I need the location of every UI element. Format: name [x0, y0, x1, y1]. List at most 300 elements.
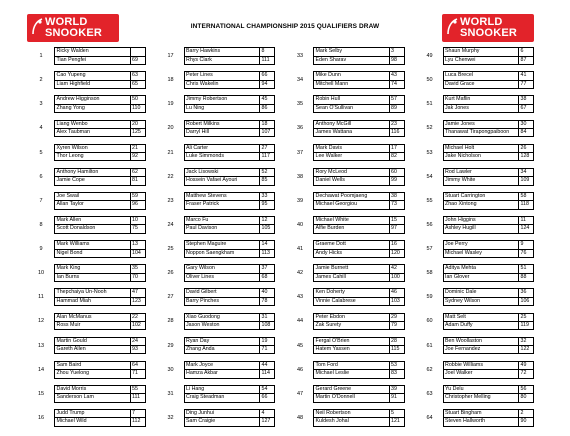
player-1-seed: 56	[519, 386, 533, 394]
player-2-name: Tian Pengfei	[55, 57, 131, 64]
player-2-name: Lyu Chenwei	[444, 57, 520, 64]
match-players-table	[54, 71, 146, 89]
match-row	[287, 261, 405, 285]
player-1-seed: 62	[131, 169, 145, 177]
match-row	[158, 334, 276, 358]
player-1-name: Mark Selby	[314, 48, 390, 56]
player-1-seed: 52	[260, 169, 274, 177]
match-players-table	[54, 313, 146, 331]
player-1-name: Gary Wilson	[185, 265, 261, 273]
player-1-seed: 14	[260, 241, 274, 249]
match-players-table	[184, 337, 276, 355]
player-2-seed: 86	[261, 104, 268, 111]
player-1-seed: 57	[390, 96, 404, 104]
player-2-seed: 97	[391, 225, 397, 232]
match-number: 25	[167, 246, 174, 253]
player-2-name: Ian Glover	[444, 274, 520, 281]
match-row	[417, 189, 535, 213]
match-players-table	[443, 144, 535, 162]
match-number: 43	[296, 294, 304, 301]
match-row	[417, 141, 535, 165]
player-1-name: Tom Ford	[314, 362, 390, 370]
player-1-seed: 60	[390, 169, 404, 177]
match-players-table	[54, 385, 146, 403]
player-2-seed: 90	[520, 418, 527, 425]
match-number: 23	[167, 197, 174, 204]
player-1-seed: 43	[390, 72, 404, 80]
match-row	[28, 285, 146, 309]
player-2-name: James Wattana	[314, 129, 390, 136]
player-2-name: Alfie Burden	[314, 225, 390, 232]
player-1-seed: 19	[260, 338, 274, 346]
player-2-name: Darryl Hill	[185, 129, 261, 136]
match-number: 30	[167, 366, 174, 373]
match-row	[28, 406, 146, 430]
player-2-seed: 69	[132, 56, 138, 63]
match-row	[417, 406, 535, 430]
match-row	[28, 68, 146, 92]
match-number: 41	[296, 246, 304, 253]
match-players-table	[313, 47, 405, 65]
player-2-name: Allan Taylor	[55, 201, 131, 208]
player-2-name: Thor Leong	[55, 153, 131, 160]
player-1-seed: 33	[260, 193, 274, 201]
match-players-table	[184, 409, 276, 427]
player-2-seed: 68	[261, 273, 268, 280]
match-number: 28	[167, 318, 174, 325]
match-players-table	[443, 409, 535, 427]
player-1-seed: 50	[131, 96, 145, 104]
match-number: 2	[39, 77, 43, 84]
player-1-name: Stuart Bingham	[444, 410, 520, 418]
match-number: 51	[426, 101, 433, 108]
player-1-seed: 4	[260, 410, 274, 418]
match-row	[287, 189, 405, 213]
player-1-name: Neil Robertson	[314, 410, 390, 418]
player-1-seed: 12	[260, 217, 274, 225]
match-number: 54	[426, 173, 433, 180]
player-2-seed: 124	[520, 225, 530, 232]
player-1-name: Robin Hull	[314, 96, 390, 104]
player-1-seed: 34	[519, 169, 533, 177]
player-1-seed: 28	[390, 338, 404, 346]
player-1-seed: 59	[131, 193, 145, 201]
match-players-table	[54, 409, 146, 427]
match-players-table	[184, 192, 276, 210]
player-2-name: Hatem Yassen	[314, 346, 390, 353]
player-1-name: Anthony Hamilton	[55, 169, 131, 177]
match-players-table	[443, 216, 535, 234]
player-1-name: Martin Gould	[55, 338, 131, 346]
match-players-table	[313, 288, 405, 306]
match-row	[28, 261, 146, 285]
player-1-name: Luca Brecel	[444, 72, 520, 80]
match-row	[158, 165, 276, 189]
match-players-table	[313, 337, 405, 355]
match-number: 21	[167, 149, 174, 156]
player-1-name: Robert Milkins	[185, 121, 261, 129]
match-players-table	[184, 240, 276, 258]
player-1-name: Joe Swail	[55, 193, 131, 201]
player-1-name: Gerard Greene	[314, 386, 390, 394]
player-1-seed: 53	[390, 362, 404, 370]
player-2-name: Scott Donaldson	[55, 225, 131, 232]
match-number: 33	[296, 53, 304, 60]
player-2-seed: 120	[391, 249, 400, 256]
match-row	[158, 213, 276, 237]
match-players-table	[443, 385, 535, 403]
player-1-seed: 20	[131, 121, 145, 129]
player-2-name: Vinnie Calabrese	[314, 298, 390, 305]
player-1-name: Xyren Wilson	[55, 145, 131, 153]
player-1-name: Aditya Mehta	[444, 265, 520, 273]
match-number: 5	[39, 149, 43, 156]
player-1-name: Li Hang	[185, 386, 261, 394]
match-number: 55	[426, 197, 433, 204]
player-1-name: Mike Dunn	[314, 72, 390, 80]
player-2-seed: 114	[261, 370, 270, 377]
player-1-name: Andrew Higginson	[55, 96, 131, 104]
match-row	[287, 334, 405, 358]
match-row	[287, 141, 405, 165]
match-number: 6	[39, 173, 43, 180]
match-players-table	[443, 192, 535, 210]
player-1-name: Thepchaiya Un-Nooh	[55, 289, 131, 297]
match-row	[417, 44, 535, 68]
player-2-name: Luke Simmonds	[185, 153, 261, 160]
player-1-name: David Morris	[55, 386, 131, 394]
player-1-name: Sam Baird	[55, 362, 131, 370]
match-row	[417, 68, 535, 92]
player-2-seed: 76	[520, 249, 527, 256]
player-2-seed: 113	[261, 249, 270, 256]
match-number: 12	[37, 318, 45, 325]
match-players-table	[184, 264, 276, 282]
player-2-seed: 87	[520, 56, 527, 63]
match-row	[28, 334, 146, 358]
player-2-name: Jake Nicholson	[444, 153, 520, 160]
player-2-name: Michael Wasley	[444, 250, 520, 257]
player-2-seed: 85	[261, 177, 268, 184]
player-1-name: Liang Wenbo	[55, 121, 131, 129]
player-1-seed: 29	[390, 314, 404, 322]
match-players-table	[313, 409, 405, 427]
match-number: 18	[167, 77, 174, 84]
player-1-seed: 3	[390, 48, 404, 56]
player-1-seed: 10	[131, 217, 145, 225]
match-players-table	[443, 240, 535, 258]
player-2-name: Oliver Lines	[185, 274, 261, 281]
player-2-seed: 117	[261, 153, 270, 160]
player-1-name: Mark Williams	[55, 241, 131, 249]
player-1-name: Marco Fu	[185, 217, 261, 225]
match-row	[287, 116, 405, 140]
match-number: 14	[37, 366, 45, 373]
player-1-seed: 58	[519, 193, 533, 201]
match-players-table	[443, 47, 535, 65]
player-1-name: David Gilbert	[185, 289, 261, 297]
match-players-table	[443, 313, 535, 331]
player-1-seed: 23	[390, 121, 404, 129]
player-2-seed: 74	[391, 80, 397, 87]
match-row	[28, 141, 146, 165]
match-row	[28, 213, 146, 237]
match-players-table	[184, 361, 276, 379]
player-2-seed: 73	[391, 201, 397, 208]
player-1-name: Mark King	[55, 265, 131, 273]
player-1-name: Fergal O'Brien	[314, 338, 390, 346]
match-players-table	[184, 313, 276, 331]
player-1-name: Graeme Dott	[314, 241, 390, 249]
match-number: 9	[39, 246, 43, 253]
player-2-seed: 66	[261, 394, 268, 401]
player-1-seed: 54	[260, 386, 274, 394]
match-number: 52	[426, 125, 433, 132]
player-2-seed: 80	[520, 394, 527, 401]
match-players-table	[313, 361, 405, 379]
match-number: 17	[167, 53, 174, 60]
player-2-name: Sean O'Sullivan	[314, 105, 390, 112]
match-number: 36	[296, 125, 304, 132]
match-players-table	[184, 120, 276, 138]
player-2-seed: 70	[132, 273, 138, 280]
player-2-seed: 121	[391, 418, 400, 425]
match-row	[287, 406, 405, 430]
match-row	[28, 237, 146, 261]
match-players-table	[54, 47, 146, 65]
player-1-name: Rod Lawler	[444, 169, 520, 177]
player-1-seed: 41	[519, 72, 533, 80]
player-2-seed: 79	[391, 321, 397, 328]
player-2-seed: 107	[261, 128, 271, 135]
match-number: 63	[426, 390, 433, 397]
player-2-seed: 84	[520, 128, 527, 135]
player-2-seed: 110	[132, 104, 141, 111]
match-number: 38	[296, 173, 304, 180]
match-players-table	[54, 288, 146, 306]
match-players-table	[54, 192, 146, 210]
player-2-name: James Cahill	[314, 274, 390, 281]
match-number: 40	[296, 221, 304, 228]
match-players-table	[54, 361, 146, 379]
match-row	[417, 382, 535, 406]
player-1-seed: 46	[390, 289, 404, 297]
match-players-table	[54, 144, 146, 162]
match-number: 1	[39, 53, 43, 60]
match-number: 27	[167, 294, 174, 301]
player-1-seed: 38	[519, 96, 533, 104]
match-players-table	[443, 95, 535, 113]
player-2-seed: 83	[391, 370, 397, 377]
player-1-seed: 32	[519, 338, 533, 346]
match-number: 61	[426, 342, 433, 349]
match-row	[28, 189, 146, 213]
match-number: 22	[167, 173, 174, 180]
player-1-seed: 7	[131, 410, 145, 418]
player-1-name: Peter Lines	[185, 72, 261, 80]
match-number: 15	[37, 390, 45, 397]
player-1-name: Ding Junhui	[185, 410, 261, 418]
match-number: 20	[167, 125, 174, 132]
match-row	[287, 285, 405, 309]
player-1-seed: 49	[519, 362, 533, 370]
player-2-name: Michael Leslie	[314, 370, 390, 377]
player-2-name: Zhang Yong	[55, 105, 131, 112]
player-1-seed: 36	[519, 289, 533, 297]
match-players-table	[54, 337, 146, 355]
player-2-seed: 105	[261, 225, 271, 232]
player-2-name: Nigel Bond	[55, 250, 131, 257]
match-number: 7	[39, 197, 43, 204]
world-snooker-logo-right	[442, 14, 534, 42]
match-players-table	[184, 95, 276, 113]
match-number: 4	[39, 125, 43, 132]
match-players-table	[184, 47, 276, 65]
player-2-name: Kuldesh Johal	[314, 418, 390, 425]
player-2-seed: 98	[391, 56, 397, 63]
player-2-seed: 94	[261, 80, 268, 87]
match-number: 44	[296, 318, 304, 325]
player-1-name: John Higgins	[444, 217, 520, 225]
player-1-seed: 47	[131, 289, 145, 297]
logo-line-2: SNOOKER	[460, 27, 518, 39]
player-2-name: Rhys Clark	[185, 57, 261, 64]
player-1-seed: 30	[519, 121, 533, 129]
player-1-name: Stephen Maguire	[185, 241, 261, 249]
match-row	[287, 382, 405, 406]
match-row	[417, 213, 535, 237]
player-1-seed: 17	[390, 145, 404, 153]
player-2-seed: 111	[261, 56, 270, 63]
match-row	[28, 358, 146, 382]
player-1-name: Jamie Jones	[444, 121, 520, 129]
match-row	[158, 92, 276, 116]
player-2-name: Eden Sharav	[314, 57, 390, 64]
logo-line-2: SNOOKER	[45, 27, 103, 39]
match-row	[287, 92, 405, 116]
player-2-name: Sam Craigie	[185, 418, 261, 425]
player-1-seed: 22	[131, 314, 145, 322]
match-players-table	[54, 264, 146, 282]
player-2-seed: 81	[132, 177, 138, 184]
player-1-name: Jack Lisowski	[185, 169, 261, 177]
player-2-name: Zhang Anda	[185, 346, 261, 353]
match-players-table	[313, 168, 405, 186]
player-2-seed: 115	[391, 346, 400, 353]
player-2-name: Gareth Allen	[55, 346, 131, 353]
match-players-table	[443, 361, 535, 379]
match-row	[158, 44, 276, 68]
player-1-name: Yu Delu	[444, 386, 520, 394]
match-row	[287, 68, 405, 92]
match-row	[158, 141, 276, 165]
match-number: 37	[296, 149, 304, 156]
player-2-name: Sanderson Lam	[55, 394, 131, 401]
player-2-seed: 116	[391, 128, 400, 135]
match-number: 47	[296, 390, 304, 397]
player-1-name: Matt Selt	[444, 314, 520, 322]
player-2-name: Joel Walker	[444, 370, 520, 377]
player-1-seed: 51	[519, 265, 533, 273]
player-2-name: Liam Highfield	[55, 81, 131, 88]
match-row	[158, 309, 276, 333]
match-number: 58	[426, 270, 433, 277]
player-1-seed: 6	[519, 48, 533, 56]
match-row	[158, 261, 276, 285]
match-row	[417, 285, 535, 309]
player-2-seed: 119	[520, 321, 529, 328]
match-number: 26	[167, 270, 174, 277]
player-2-name: Michael Georgiou	[314, 201, 390, 208]
player-2-name: Martin O'Donnell	[314, 394, 390, 401]
player-1-seed: 18	[260, 121, 274, 129]
match-row	[417, 165, 535, 189]
match-number: 42	[296, 270, 304, 277]
player-1-name: Judd Trump	[55, 410, 131, 418]
match-row	[158, 382, 276, 406]
player-2-seed: 125	[132, 128, 141, 135]
player-1-name: Stuart Carrington	[444, 193, 520, 201]
player-1-name: Mark Joyce	[185, 362, 261, 370]
player-1-name: Peter Ebdon	[314, 314, 390, 322]
player-1-seed	[131, 48, 145, 56]
player-1-name: Ben Woollaston	[444, 338, 520, 346]
player-2-seed: 75	[132, 225, 138, 232]
player-2-seed: 108	[261, 321, 271, 328]
player-1-seed: 37	[260, 265, 274, 273]
player-2-seed: 103	[391, 297, 400, 304]
player-2-seed: 82	[391, 153, 397, 160]
player-2-name: Alex Taubman	[55, 129, 131, 136]
match-number: 19	[167, 101, 174, 108]
player-2-name: Steven Hallworth	[444, 418, 520, 425]
player-1-seed: 31	[260, 314, 274, 322]
player-1-seed: 11	[519, 217, 533, 225]
player-1-name: Michael White	[314, 217, 390, 225]
match-number: 64	[426, 414, 433, 421]
player-2-seed: 127	[261, 418, 271, 425]
player-1-seed: 5	[390, 410, 404, 418]
match-players-table	[313, 216, 405, 234]
match-number: 56	[426, 221, 433, 228]
player-2-seed: 99	[391, 177, 397, 184]
match-players-table	[443, 337, 535, 355]
match-players-table	[313, 264, 405, 282]
match-row	[287, 165, 405, 189]
player-2-seed: 122	[520, 346, 530, 353]
match-number: 62	[426, 366, 433, 373]
player-2-name: Zhao Xintong	[444, 201, 520, 208]
match-number: 46	[296, 366, 304, 373]
player-1-name: Ricky Walden	[55, 48, 131, 56]
player-1-name: Ryan Day	[185, 338, 261, 346]
player-2-seed: 109	[520, 177, 530, 184]
player-1-seed: 63	[131, 72, 145, 80]
player-1-seed: 16	[390, 241, 404, 249]
match-row	[417, 261, 535, 285]
match-row	[417, 92, 535, 116]
player-1-name: Dechawat Poomjaeng	[314, 193, 390, 201]
match-row	[158, 237, 276, 261]
player-2-name: Adam Duffy	[444, 322, 520, 329]
player-2-name: David Grace	[444, 81, 520, 88]
match-players-table	[443, 168, 535, 186]
match-number: 48	[296, 414, 304, 421]
player-2-name: Thanawat Tirapongpaiboon	[444, 129, 520, 136]
match-number: 34	[296, 77, 304, 84]
match-number: 31	[167, 390, 174, 397]
player-2-seed: 104	[132, 249, 141, 256]
